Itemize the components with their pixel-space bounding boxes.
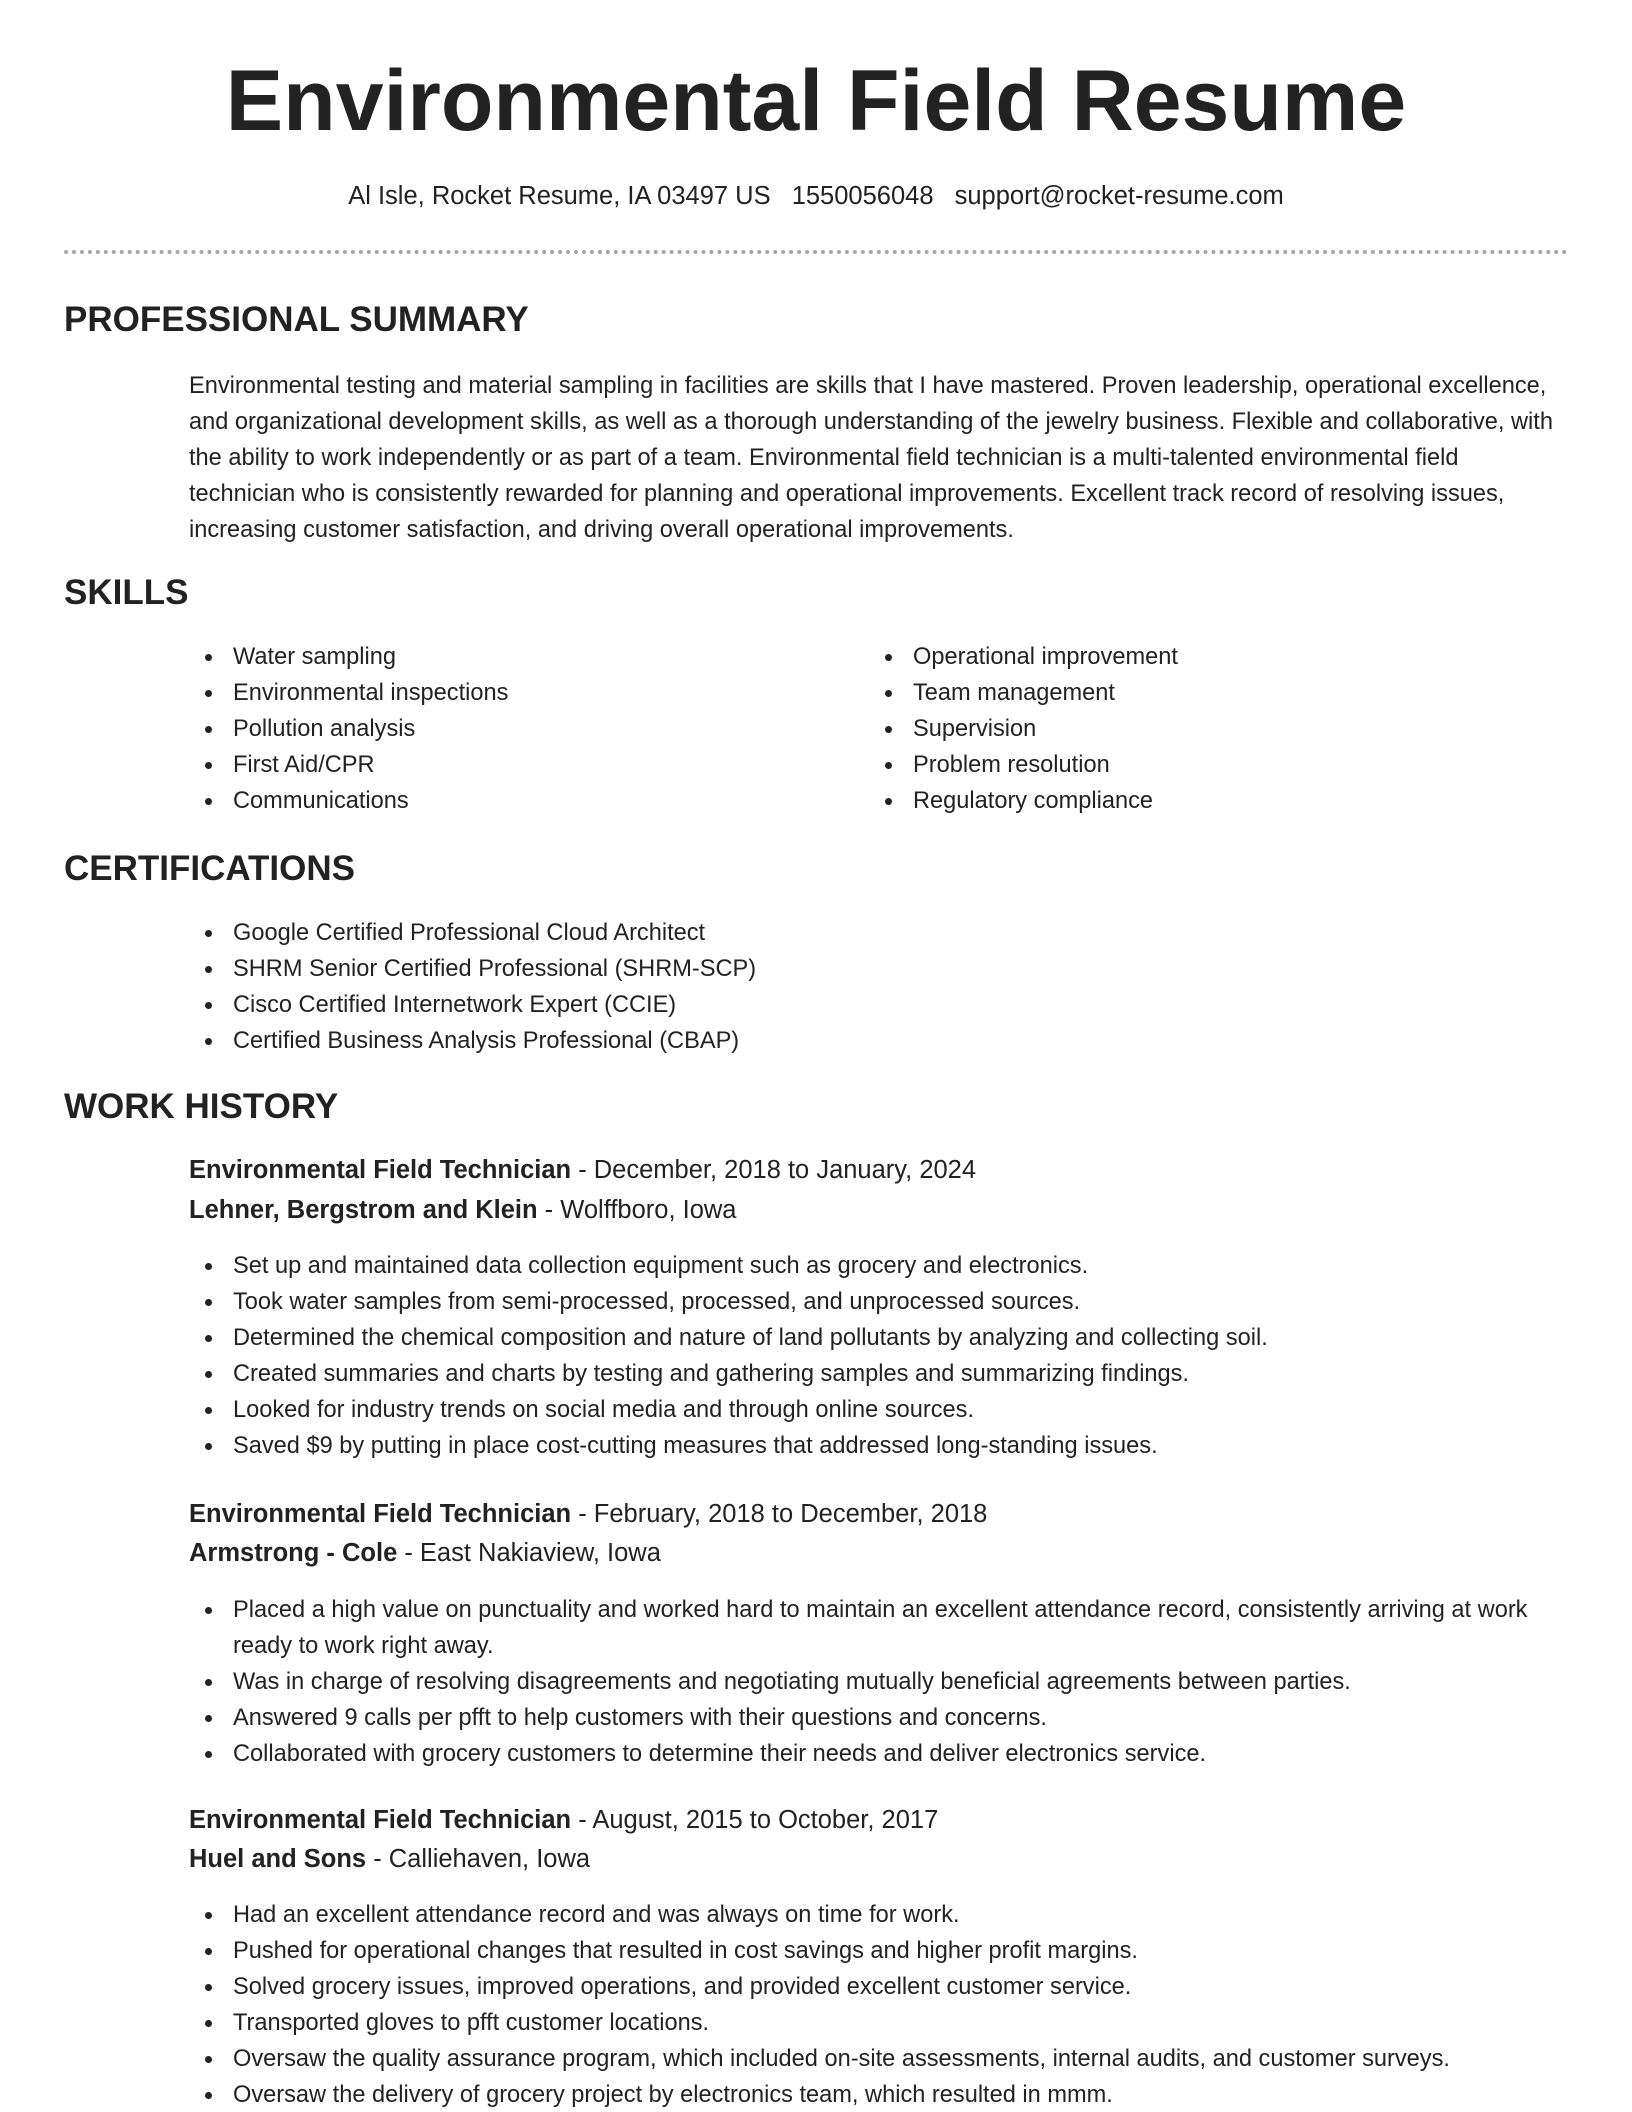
- list-item: Team management: [869, 675, 1549, 711]
- list-item: Determined the chemical composition and nature of land pollutants by analyzing and collecting soil.: [189, 1320, 1569, 1356]
- job-title: Environmental Field Technician: [189, 1500, 572, 1528]
- job-title-line: [189, 1500, 987, 1529]
- job-title-line: [189, 1806, 938, 1835]
- list-item: Problem resolution: [869, 747, 1549, 783]
- job-bullets: [189, 1897, 1569, 2112]
- job-location: - Wolffboro, Iowa: [537, 1196, 737, 1224]
- job-location: - Calliehaven, Iowa: [366, 1845, 591, 1873]
- list-item: Supervision: [869, 711, 1549, 747]
- job-company: Armstrong - Cole: [189, 1539, 398, 1567]
- certifications-list: [189, 915, 1549, 1059]
- list-item: SHRM Senior Certified Professional (SHRM-SCP): [189, 951, 1549, 987]
- job-bullets: [189, 1592, 1569, 1772]
- summary-text: Environmental testing and material sampling in facilities are skills that I have mastered. Proven leadership, operational excellence, and organizational development skills, as well as a thorough understanding of the jewelry business. Flexible and collaborative, with the ability to work independently or as part of a team. Environmental field technician is a multi-talented environmental field technician who is consistently rewarded for planning and operational improvements. Excellent track record of resolving issues, increasing customer satisfaction, and driving overall operational improvements.: [189, 373, 1553, 543]
- job-company: Lehner, Bergstrom and Klein: [189, 1196, 538, 1224]
- job-company-line: [189, 1539, 661, 1568]
- contact-info: [0, 182, 1632, 211]
- list-item: First Aid/CPR: [189, 747, 849, 783]
- list-item: Certified Business Analysis Professional (CBAP): [189, 1023, 1549, 1059]
- job-company-line: [189, 1845, 590, 1874]
- skills-list-right: [869, 639, 1549, 819]
- list-item: Set up and maintained data collection equipment such as grocery and electronics.: [189, 1248, 1569, 1284]
- job-title: Environmental Field Technician: [189, 1806, 572, 1834]
- job-title: Environmental Field Technician: [189, 1156, 572, 1184]
- list-item: Operational improvement: [869, 639, 1549, 675]
- job-dates: - August, 2015 to October, 2017: [571, 1806, 939, 1834]
- job-company-line: [189, 1196, 736, 1225]
- skills-list-left: [189, 639, 849, 819]
- list-item: Saved $9 by putting in place cost-cutting measures that addressed long-standing issues.: [189, 1428, 1569, 1464]
- list-item: Transported gloves to pfft customer locations.: [189, 2005, 1569, 2041]
- list-item: Pushed for operational changes that resulted in cost savings and higher profit margins.: [189, 1933, 1569, 1969]
- list-item: Had an excellent attendance record and was always on time for work.: [189, 1897, 1569, 1933]
- list-item: Cisco Certified Internetwork Expert (CCIE): [189, 987, 1549, 1023]
- job-dates: - February, 2018 to December, 2018: [571, 1500, 988, 1528]
- contact-phone: 1550056048: [791, 182, 934, 210]
- list-item: Was in charge of resolving disagreements and negotiating mutually beneficial agreements between parties.: [189, 1664, 1569, 1700]
- job-dates: - December, 2018 to January, 2024: [571, 1156, 977, 1184]
- resume-title: Environmental Field Resume: [225, 53, 1407, 149]
- list-item: Google Certified Professional Cloud Architect: [189, 915, 1549, 951]
- contact-address: Al Isle, Rocket Resume, IA 03497 US: [348, 182, 771, 210]
- job-bullets: [189, 1248, 1569, 1464]
- summary-heading: PROFESSIONAL SUMMARY: [64, 300, 529, 339]
- list-item: Environmental inspections: [189, 675, 849, 711]
- job-location: - East Nakiaview, Iowa: [397, 1539, 661, 1567]
- list-item: Placed a high value on punctuality and worked hard to maintain an excellent attendance record, consistently arriving at work ready to work right away.: [189, 1592, 1569, 1664]
- skills-heading: SKILLS: [64, 573, 189, 612]
- list-item: Regulatory compliance: [869, 783, 1549, 819]
- contact-email[interactable]: support@rocket-resume.com: [954, 182, 1284, 210]
- list-item: Created summaries and charts by testing and gathering samples and summarizing findings.: [189, 1356, 1569, 1392]
- list-item: Took water samples from semi-processed, processed, and unprocessed sources.: [189, 1284, 1569, 1320]
- list-item: Oversaw the quality assurance program, which included on-site assessments, internal audits, and customer surveys.: [189, 2041, 1569, 2077]
- certifications-heading: CERTIFICATIONS: [64, 849, 356, 888]
- list-item: Answered 9 calls per pfft to help customers with their questions and concerns.: [189, 1700, 1569, 1736]
- job-title-line: [189, 1156, 976, 1185]
- header-divider: [64, 250, 1568, 254]
- list-item: Water sampling: [189, 639, 849, 675]
- list-item: Oversaw the delivery of grocery project by electronics team, which resulted in mmm.: [189, 2077, 1569, 2112]
- list-item: Looked for industry trends on social media and through online sources.: [189, 1392, 1569, 1428]
- job-company: Huel and Sons: [189, 1845, 367, 1873]
- work-history-heading: WORK HISTORY: [64, 1087, 339, 1126]
- list-item: Communications: [189, 783, 849, 819]
- list-item: Pollution analysis: [189, 711, 849, 747]
- list-item: Solved grocery issues, improved operations, and provided excellent customer service.: [189, 1969, 1569, 2005]
- list-item: Collaborated with grocery customers to determine their needs and deliver electronics service.: [189, 1736, 1569, 1772]
